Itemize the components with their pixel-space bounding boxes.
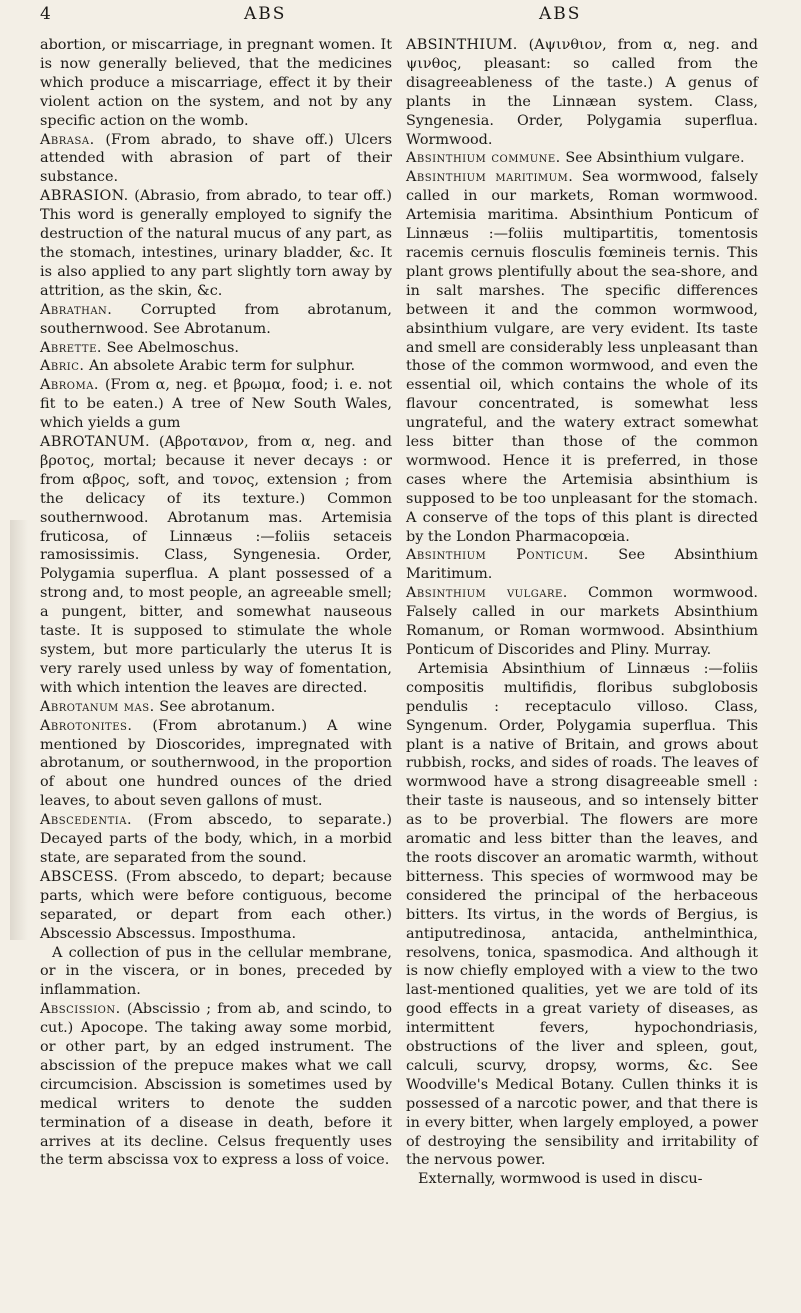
left-column — [40, 36, 392, 1170]
right-column — [406, 36, 758, 1189]
dictionary-entry — [406, 660, 758, 1170]
entry-headword: Abrotanum mas. — [40, 698, 155, 715]
dictionary-entry — [406, 36, 758, 149]
entry-text: Sea wormwood, falsely called in our markets, Roman wormwood. Artemisia maritima. Absinthium Ponticum of Linnæus :—foliis multipartitis, tomentosis racemis cernuis flosculis fœmineis ternis. This plant grows plentifully about the sea-shore, and in salt marshes. The specific differences between it and the common wormwood, absinthium vulgare, are very evident. Its taste and smell are considerably less unpleasant than those of the common wormwood, and even the essential oil, which contains the whole of its flavour concentrated, is somewhat less ungrateful, and the watery extract somewhat less bitter than those of the common wormwood. Hence it is preferred, in those cases where the Artemisia absinthium is supposed to be too unpleasant for the stomach. A conserve of the tops of this plant is directed by the London Pharmacopœia. — [406, 169, 758, 545]
dictionary-entry — [40, 944, 392, 1001]
page-number: 4 — [40, 4, 51, 24]
entry-text: (Abrasio, from abrado, to tear off.) This word is generally employed to signify the destruction of the natural mucus of any part, as the stomach, intestines, urinary bladder, &c. It is also applied to any part slightly torn away by attrition, as the skin, &c. — [40, 188, 393, 299]
entry-text: (Αβροτανον, from α, neg. and βροτος, mortal; because it never decays : or from αβρος, soft, and τονος, extension ; from the delicacy of its texture.) Common southernwood. Abrotanum mas. Artemisia fruticosa, of Linnæus :—foliis setaceis ramosissimis. Class, Syngenesia. Order, Polygamia superflua. A plant possessed of a strong and, to most people, an agreeable smell; a pungent, bitter, and somewhat nauseous taste. It is supposed to stimulate the whole system, but more particularly the uterus It is very rarely used unless by way of fomentation, with which intention the leaves are directed. — [40, 434, 392, 696]
entry-text: (From abrotanum.) A wine mentioned by Dioscorides, impregnated with abrotanum, or southernwood, in the proportion of about one hundred ounces of the dried leaves, to about seven gallons of must. — [40, 717, 392, 810]
entry-headword: Absinthium maritimum. — [406, 169, 574, 186]
dictionary-entry — [406, 168, 758, 546]
entry-headword: Abrathan. — [40, 301, 113, 318]
entry-text: See Absinthium Maritimum. — [406, 547, 758, 583]
entry-text: See Absinthium vulgare. — [565, 150, 745, 167]
entry-headword: ABRASION. — [40, 188, 129, 205]
dictionary-entry — [406, 1170, 758, 1189]
entry-text: A collection of pus in the cellular membrane, or in the viscera, or in bones, preceded by inflammation. — [40, 944, 392, 999]
running-head-right: ABS — [539, 4, 582, 24]
entry-text: See abrotanum. — [159, 698, 276, 715]
dictionary-entry — [40, 811, 392, 868]
entry-headword: Abric. — [40, 358, 85, 375]
entry-headword: ABSCESS. — [40, 868, 119, 885]
entry-text: (From abrado, to shave off.) Ulcers attended with abrasion of part of their substance. — [40, 131, 392, 186]
entry-text: (From abscedo, to separate.) Decayed parts of the body, which, in a morbid state, are separated from the sound. — [40, 812, 392, 866]
entry-headword: ABSINTHIUM. — [406, 37, 518, 53]
entry-text: Externally, wormwood is used in discu- — [418, 1171, 703, 1188]
entry-headword: ABROTANUM. — [40, 434, 150, 451]
page-header — [0, 4, 801, 28]
dictionary-entry — [40, 433, 392, 698]
dictionary-entry — [40, 1000, 392, 1170]
dictionary-entry — [40, 357, 392, 376]
dictionary-entry — [40, 301, 392, 339]
dictionary-entry — [40, 339, 392, 358]
entry-text: (Αψινθιον, from α, neg. and ψινθος, pleasant: so called from the disagreeableness of the taste.) A genus of plants in the Linnæan system. Class, Syngenesia. Order, Polygamia superflua. Wormwood. — [406, 37, 758, 148]
entry-headword: Absinthium Ponticum. — [406, 547, 589, 564]
entry-headword: Abroma. — [40, 377, 100, 394]
entry-headword: Absinthium commune. — [406, 150, 561, 167]
dictionary-entry — [406, 149, 758, 168]
dictionary-entry — [406, 584, 758, 660]
entry-text: (From α, neg. et βρωμα, food; i. e. not fit to be eaten.) A tree of New South Wales, which yields a gum — [40, 377, 393, 432]
dictionary-entry — [40, 36, 392, 131]
entry-text: Corrupted from abrotanum, southernwood. See Abrotanum. — [40, 301, 392, 337]
entry-headword: Abscedentia. — [40, 812, 133, 829]
dictionary-entry — [40, 698, 392, 717]
entry-text: (From abscedo, to depart; because parts, which were before contiguous, become separated, or depart from each other.) Abscessio Abscessus. Imposthuma. — [40, 868, 392, 942]
binding-shadow — [10, 520, 28, 940]
entry-text: abortion, or miscarriage, in pregnant women. It is now generally believed, that the medicines which produce a miscarriage, effect it by their violent action on the system, and not by any specific action on the womb. — [40, 37, 392, 129]
dictionary-entry — [40, 717, 392, 812]
entry-text: An absolete Arabic term for sulphur. — [89, 358, 356, 375]
entry-text: (Abscissio ; from ab, and scindo, to cut.) Apocope. The taking away some morbid, or other part, by an edged instrument. The abscission of the prepuce makes what we call circumcision. Abscission is sometimes used by medical writers to denote the sudden termination of a disease in death, before it arrives at its decline. Celsus frequently uses the term abscissa vox to express a loss of voice. — [40, 1001, 392, 1169]
dictionary-entry — [40, 376, 392, 433]
entry-text: See Abelmoschus. — [106, 339, 240, 356]
running-head-left: ABS — [244, 4, 287, 24]
entry-headword: Abrotonites. — [40, 717, 133, 734]
dictionary-entry — [406, 546, 758, 584]
dictionary-entry — [40, 868, 392, 944]
entry-headword: Abrasa. — [40, 131, 95, 148]
entry-headword: Abrette. — [40, 339, 102, 356]
entry-text: Artemisia Absinthium of Linnæus :—foliis compositis multifidis, floribus subglobosis pendulis : receptaculo villoso. Class, Syngenum. Order, Polygamia superflua. This plant is a native of Britain, and grows about rubbish, rocks, and sides of roads. The leaves of wormwood have a strong disagreeable smell : their taste is nauseous, and so intensely bitter as to be proverbial. The flowers are more aromatic and less bitter than the leaves, and the roots discover an aromatic warmth, without bitterness. This species of wormwood may be considered the principal of the herbaceous bitters. Its virtus, in the words of Bergius, is antiputredinosa, antacida, anthelminthica, resolvens, tonica, spasmodica. And although it is now chiefly employed with a view to the two last-mentioned qualities, yet we are told of its good effects in a great variety of diseases, as intermittent fevers, hypochondriasis, obstructions of the liver and spleen, gout, calculi, scurvy, dropsy, worms, &c. See Woodville's Medical Botany. Cullen thinks it is possessed of a narcotic power, and that there is in every bitter, when largely employed, a power of destroying the sensibility and irritability of the nervous power. — [406, 660, 758, 1169]
entry-text: Common wormwood. Falsely called in our markets Absinthium Romanum, or Roman wormwood. Absinthium Ponticum of Discorides and Pliny. Murray. — [406, 585, 758, 658]
dictionary-entry — [40, 131, 392, 188]
entry-headword: Absinthium vulgare. — [406, 585, 568, 602]
entry-headword: Abscission. — [40, 1001, 121, 1018]
dictionary-entry — [40, 187, 392, 300]
